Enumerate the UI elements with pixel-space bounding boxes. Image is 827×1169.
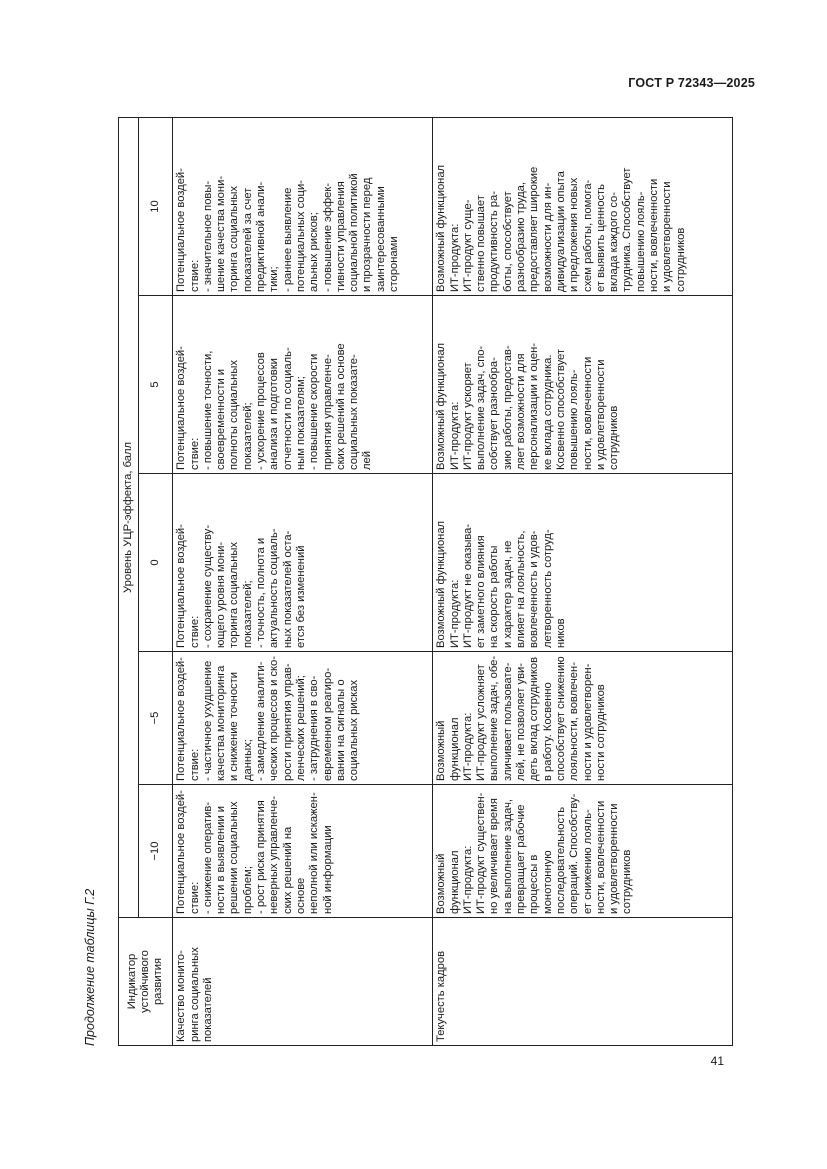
table-cell: Возможный функционал ИТ-продукта: ИТ-продукт усложняет выполнение задач, обе- зличивает пользовате- лей, не позволяет уви- деть вклад сотрудников в работу. Косвенно способствует снижению лояльности, вовлечен- ности и удовлетворен- ности сотрудников: [433, 652, 733, 785]
level-minus-5: −5: [139, 652, 173, 785]
table-caption: Продолжение таблицы Г.2: [83, 888, 97, 1046]
table-cell: Возможный функционал ИТ-продукта: ИТ-продукт суще- ственно повышает продуктивность ра- боты, способствует разнообразию труда, предоставляет широкие возможности для ин- дивидуализации опыта и предложения новых схем работы, помога- ет выявить ценность вклада каждого со- трудника. Способствует повышению лояль- ности, вовлеченности и удовлетворенности сотрудников: [433, 117, 733, 295]
table-cell: Возможный функционал ИТ-продукта: ИТ-продукт не оказыва- ет заметного влияния на скорость работы и характер задач, не влияет на лояльность, вовлеченность и удов- летворенность сотруд- ников: [433, 474, 733, 652]
indicator-cell: Качество монито- ринга социальных показателей: [173, 918, 433, 1046]
table-cell: Потенциальное воздей- ствие: - частичное ухудшение качества мониторинга и снижение точности данных; - замедление аналити- ческих процессов и ско- рости принятия управ- ленческих решений; - затруднения в сво- евременном реагиро- вании на сигналы о социальных рисках: [173, 652, 433, 785]
impact-levels-table: [118, 117, 733, 1046]
table-cell: Потенциальное воздей- ствие: - значительное повы- шение качества мони- торинга социальных показателей за счет предиктивной анали- тики; - раннее выявление потенциальных соци- альных рисков; - повышение эффек- тивности управления социальной политикой и прозрачности перед заинтересованными сторонами: [173, 117, 433, 295]
table-row: [433, 117, 733, 1045]
table-cell: Возможный функционал ИТ-продукта: ИТ-продукт ускоряет выполнение задач, спо- собствует разнообра- зию работы, предостав- ляет возможности для персонализации и оцен- ке вклада сотрудника. Косвенно способствует повышению лояль- ности, вовлеченности и удовлетворенности сотрудников: [433, 296, 733, 474]
table-cell: Потенциальное воздей- ствие: - сохранение существу- ющего уровня мони- торинга социальных показателей; - точность, полнота и актуальность социаль- ных показателей оста- ется без изменений: [173, 474, 433, 652]
level-0: 0: [139, 474, 173, 652]
table-row: [173, 117, 433, 1045]
level-plus-10: 10: [139, 117, 173, 295]
table-cell: Потенциальное воздей- ствие: - повышение точности, своевременности и полноты социальных показателей; - ускорение процессов анализа и подготовки отчетности по социаль- ным показателям; - повышение скорости принятия управленче- ских решений на основе социальных показате- лей: [173, 296, 433, 474]
page-number: 41: [710, 1054, 724, 1068]
standard-number: ГОСТ Р 72343—2025: [628, 76, 755, 90]
indicator-cell: Текучесть кадров: [433, 918, 733, 1046]
indicator-header: Индикатор устойчивого развития: [119, 918, 173, 1046]
level-plus-5: 5: [139, 296, 173, 474]
rotated-table-block: [83, 118, 719, 1046]
level-minus-10: −10: [139, 785, 173, 918]
table-cell: Возможный функционал ИТ-продукта: ИТ-продукт существен- но увеличивает время на выполнение задач, превращает рабочие процессы в монотонную последовательность операций. Способству- ет снижению лояль- ности, вовлеченности и удовлетворенности сотрудников: [433, 785, 733, 918]
table-cell: Потенциальное воздей- ствие: - снижение оператив- ности в выявлении и решении социальных проблем; - рост риска принятия неверных управленче- ских решений на основе неполной или искажен- ной информации: [173, 785, 433, 918]
level-header: Уровень УЦР-эффекта, балл: [119, 117, 139, 917]
